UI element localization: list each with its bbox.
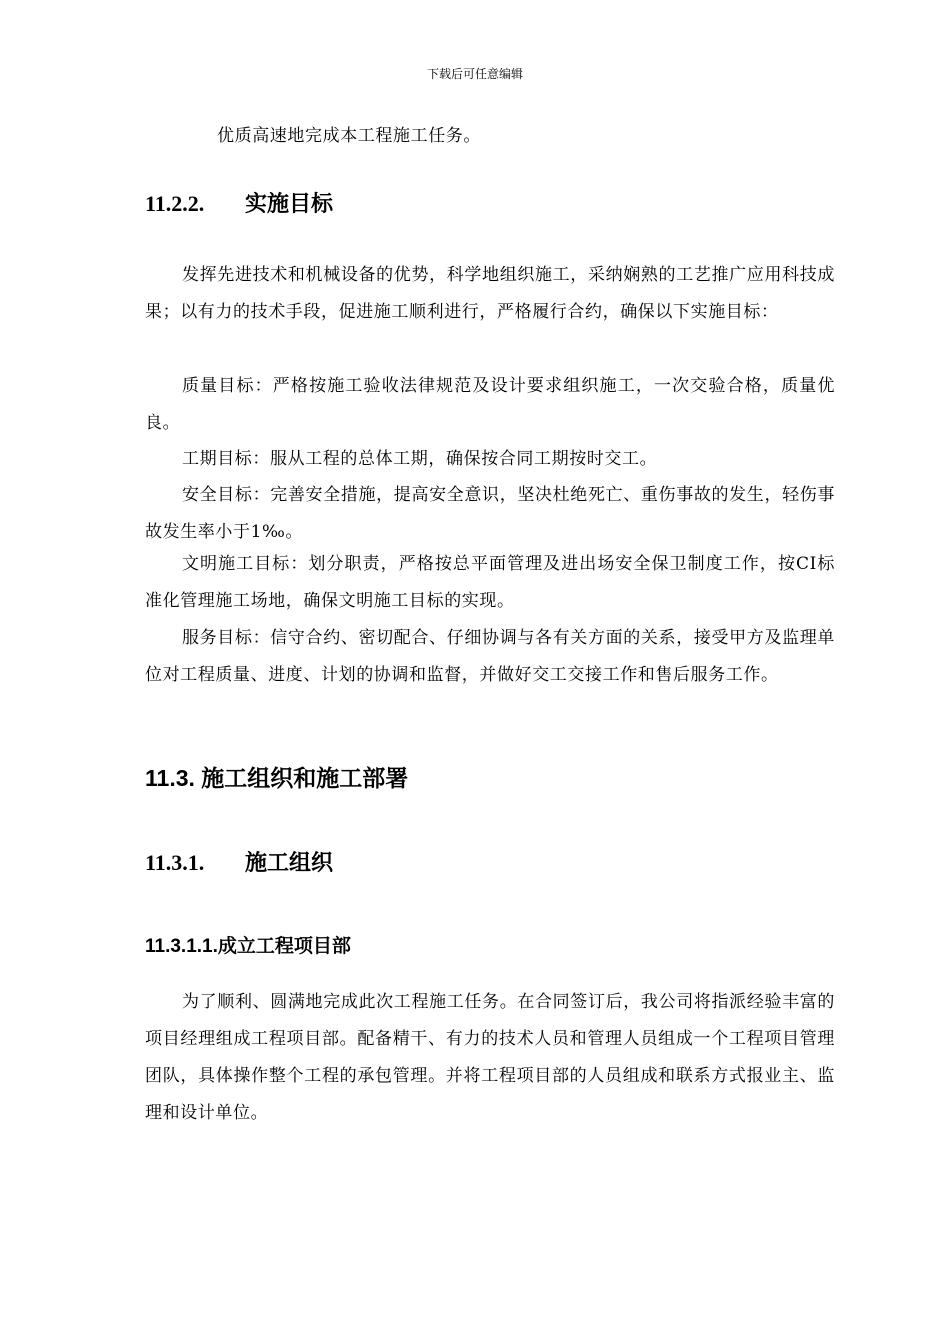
project-department-paragraph: 为了顺利、圆满地完成此次工程施工任务。在合同签订后，我公司将指派经验丰富的项目经理组成工程项目部。配备精干、有力的技术人员和管理人员组成一个工程项目管理团队，具体操作整个工程的承包管理。并将工程项目部的人员组成和联系方式报业主、监理和设计单位。: [145, 992, 835, 1123]
section-heading-11-3: 11.3. 施工组织和施工部署: [145, 765, 409, 791]
section-heading-11-3-1-1: 11.3.1.1.成立工程项目部: [145, 936, 351, 957]
section-title: 施工组织: [245, 850, 334, 875]
section-heading-11-2-2: [145, 189, 333, 219]
goal-intro-paragraph: 发挥先进技术和机械设备的优势，科学地组织施工，采纳娴熟的工艺推广应用科技成果；以有力的技术手段，促进施工顺利进行，严格履行合约，确保以下实施目标：: [145, 265, 835, 322]
section-heading-11-3-1: [145, 848, 333, 878]
intro-tail-paragraph: 优质高速地完成本工程施工任务。: [217, 126, 481, 146]
safety-goal-paragraph: 安全目标：完善安全措施，提高安全意识，坚决杜绝死亡、重伤事故的发生，轻伤事故发生率小于1‰。: [145, 485, 835, 542]
service-goal-paragraph: 服务目标：信守合约、密切配合、仔细协调与各有关方面的关系，接受甲方及监理单位对工程质量、进度、计划的协调和监督，并做好交工交接工作和售后服务工作。: [145, 628, 835, 685]
section-number: 11.2.2.: [145, 191, 205, 216]
schedule-goal-paragraph: 工期目标：服从工程的总体工期，确保按合同工期按时交工。: [182, 449, 658, 469]
page-header: 下载后可任意编辑: [426, 67, 523, 81]
section-number: 11.3.1.: [145, 850, 205, 875]
civil-construction-goal-paragraph: 文明施工目标：划分职责，严格按总平面管理及进出场安全保卫制度工作，按CI标准化管理施工场地，确保文明施工目标的实现。: [145, 554, 835, 611]
section-title: 实施目标: [245, 191, 334, 216]
quality-goal-paragraph: 质量目标：严格按施工验收法律规范及设计要求组织施工，一次交验合格，质量优良。: [145, 376, 835, 433]
